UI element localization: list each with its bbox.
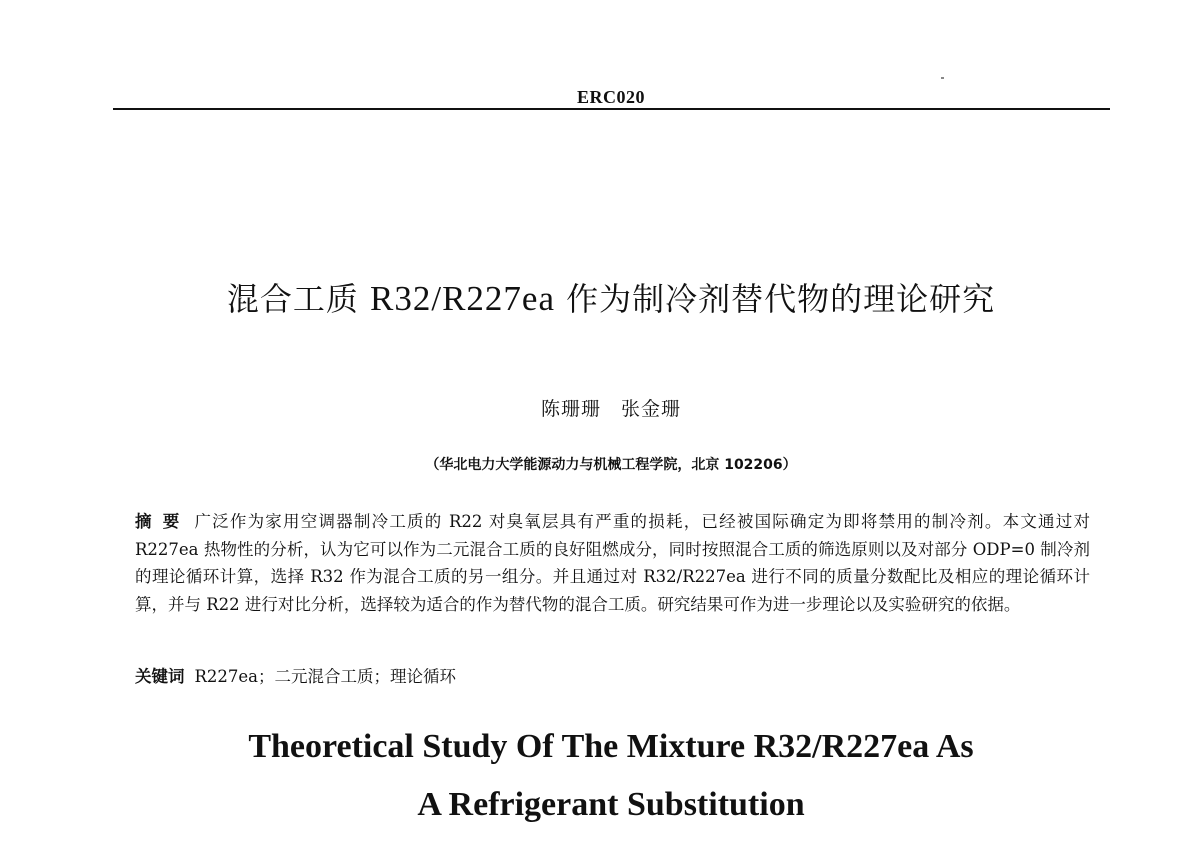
- english-title-line1: Theoretical Study Of The Mixture R32/R227ea As: [248, 728, 974, 765]
- keywords-text: R227ea；二元混合工质；理论循环: [194, 667, 457, 686]
- header-rule: [113, 108, 1110, 110]
- chinese-title-part3: 作为制冷剂替代物的理论研究: [554, 280, 996, 318]
- keywords: [135, 663, 1090, 687]
- english-title-line2: A Refrigerant Substitution: [417, 786, 805, 823]
- scan-mark: [941, 77, 944, 79]
- authors: 陈珊珊 张金珊: [540, 398, 681, 420]
- chinese-title: [0, 274, 1200, 320]
- document-code: ERC020: [576, 87, 645, 107]
- abstract: [135, 508, 1090, 618]
- chinese-title-formula: R32/R227ea: [370, 279, 555, 318]
- affiliation: （华北电力大学能源动力与机械工程学院，北京 102206）: [425, 457, 797, 473]
- abstract-text: 广泛作为家用空调器制冷工质的 R22 对臭氧层具有严重的损耗，已经被国际确定为即将禁用的制冷剂。本文通过对 R227ea 热物性的分析，认为它可以作为二元混合工质的良好阻燃成分，同时按照混合工质的筛选原则以及对部分 ODP=0 制冷剂的理论循环计算，选择 R32 作为混合工质的另一组分。并且通过对 R32/R227ea 进行不同的质量分数配比及相应的理论循环计算，并与 R22 进行对比分析，选择较为适合的作为替代物的混合工质。研究结果可作为进一步理论以及实验研究的依据。: [135, 512, 1090, 614]
- chinese-title-part1: 混合工质: [226, 280, 370, 318]
- abstract-label: 摘要: [135, 512, 191, 531]
- keywords-label: 关键词: [135, 667, 185, 686]
